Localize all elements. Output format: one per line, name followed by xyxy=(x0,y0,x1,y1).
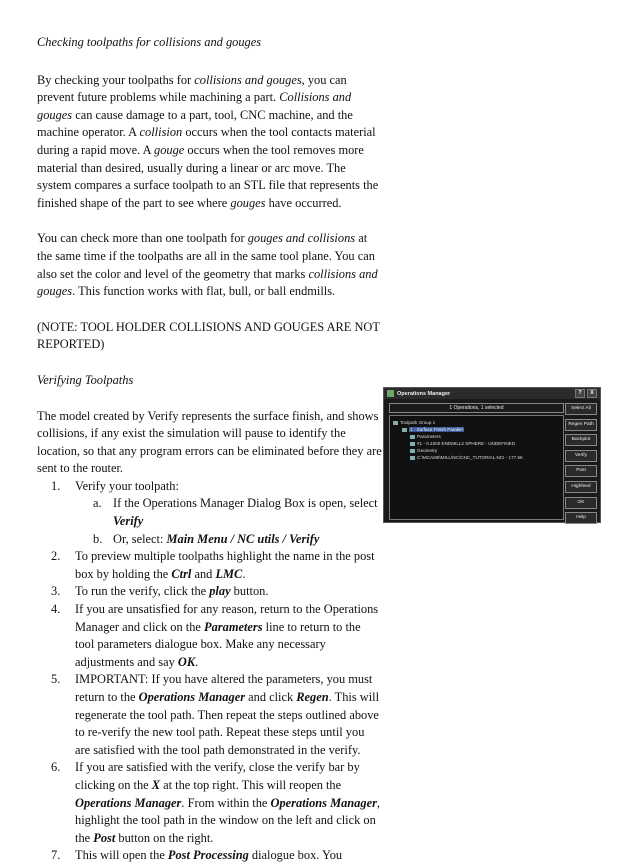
text: occurs when the tool contacts material during a rapid move. A xyxy=(37,125,376,157)
tree-label: Toolpath Group 1 xyxy=(400,420,436,425)
operations-manager-screenshot xyxy=(383,387,601,523)
close-icon[interactable]: X xyxy=(587,389,597,398)
sub-list xyxy=(37,495,382,548)
paragraph-collisions-intro xyxy=(37,72,382,213)
text: button. xyxy=(230,584,269,599)
list-letter: a. xyxy=(93,496,102,511)
emphasis: LMC xyxy=(215,566,243,581)
emphasis: OK xyxy=(177,654,196,669)
paragraph-multiple-toolpaths xyxy=(37,230,382,300)
help-icon[interactable]: ? xyxy=(575,389,585,398)
text: . xyxy=(195,654,199,669)
emphasis: Main Menu / NC utils / Verify xyxy=(166,531,320,546)
tree-item-geometry[interactable] xyxy=(410,448,437,454)
text: If you are satisfied with the verify, close the verify bar by clicking on the xyxy=(75,760,360,792)
emphasis: gouges and collisions xyxy=(247,231,356,246)
list-number: 1. xyxy=(51,478,61,493)
emphasis: play xyxy=(209,584,231,599)
list-number: 6. xyxy=(51,760,61,775)
emphasis: Operations Manager xyxy=(270,795,377,810)
emphasis: Collisions and gouges xyxy=(37,90,352,122)
file-icon xyxy=(410,456,415,460)
tree-label: Parameters xyxy=(417,434,441,439)
folder-icon xyxy=(402,428,407,432)
steps-list xyxy=(37,478,382,865)
window-title: Operations Manager xyxy=(397,390,451,397)
operations-tree[interactable] xyxy=(389,415,564,520)
list-item xyxy=(37,583,382,601)
text: By checking your toolpaths for xyxy=(37,72,195,87)
tree-item-nci-file[interactable] xyxy=(410,455,523,461)
text: To preview multiple toolpaths highlight the name in the post box by holding the xyxy=(75,549,375,581)
regen-path-button[interactable]: Regen Path xyxy=(565,419,597,431)
section-heading-verifying: Verifying Toolpaths xyxy=(37,372,134,387)
text: button on the right. xyxy=(115,830,214,845)
text: To run the verify, click the xyxy=(75,584,210,599)
sub-list-item xyxy=(37,531,382,549)
tree-label: Geometry xyxy=(417,448,438,453)
tree-item-group[interactable] xyxy=(393,420,435,426)
list-number: 4. xyxy=(51,602,61,617)
text: Verify your toolpath: xyxy=(75,478,179,493)
text: , highlight the tool path in the window on the left and click on the xyxy=(75,795,381,845)
backplot-button[interactable]: Backplot xyxy=(565,434,597,446)
list-number: 2. xyxy=(51,549,61,564)
text: . This will regenerate the tool path. Then repeat the steps outlined above to re-verify the new tool path. Repeat these steps until you are satisfied with the tool path demonstrated in the verify. xyxy=(75,690,380,757)
text: have occurred. xyxy=(265,195,342,210)
verify-button[interactable]: Verify xyxy=(565,450,597,462)
emphasis: collisions and gouges xyxy=(194,72,302,87)
tree-label: #1 - 0.1500 ENDMILL2 SPHERE - UNDEFINED xyxy=(417,441,516,446)
text: Or, select: xyxy=(113,531,167,546)
text: This will open the xyxy=(75,848,168,863)
text: at the same time if the toolpaths are all in the same tool plane. You can also set the color and level of the geometry that marks xyxy=(37,231,375,281)
emphasis: Operations Manager xyxy=(138,690,246,704)
emphasis: collision xyxy=(139,125,183,140)
operations-buttons xyxy=(565,403,597,528)
list-item xyxy=(37,671,382,759)
text: . From within the xyxy=(181,795,271,810)
tree-item-operation[interactable] xyxy=(402,427,464,433)
text: can cause damage to a part, tool, CNC machine, and the machine operator. A xyxy=(37,107,353,140)
text: If you are unsatisfied for any reason, return to the Operations Manager and click on the xyxy=(75,602,379,634)
list-item xyxy=(37,601,382,671)
emphasis: Parameters xyxy=(204,619,263,634)
tree-item-tool[interactable] xyxy=(410,441,515,447)
operations-status: 1 Operations, 1 selected xyxy=(389,403,564,413)
text: and xyxy=(191,566,216,581)
tool-icon xyxy=(410,442,415,446)
select-all-button[interactable]: Select All xyxy=(565,403,597,415)
list-item xyxy=(37,478,382,548)
geometry-icon xyxy=(410,449,415,453)
section-heading-collisions: Checking toolpaths for collisions and gouges xyxy=(37,35,262,49)
parameters-icon xyxy=(410,435,415,439)
emphasis: Verify xyxy=(113,514,144,529)
sub-list-item xyxy=(37,495,382,530)
emphasis: gouges xyxy=(230,195,266,210)
emphasis: Ctrl xyxy=(171,566,192,581)
list-number: 3. xyxy=(51,584,61,599)
post-button[interactable]: Post xyxy=(565,465,597,477)
text: at the top right. This will reopen the xyxy=(160,777,342,792)
text: You can check more than one toolpath for xyxy=(37,231,248,246)
document-body xyxy=(37,34,382,865)
list-number: 7. xyxy=(51,848,61,863)
emphasis: gouge xyxy=(154,142,185,157)
emphasis: X xyxy=(151,777,160,792)
text: , you can prevent future problems while machining a part. xyxy=(37,72,347,105)
help-button[interactable]: Help xyxy=(565,512,597,524)
text: line to return to the tool parameters dialogue box. Make any necessary adjustments and say xyxy=(75,619,361,669)
emphasis: Operations Manager xyxy=(75,795,182,810)
paragraph-note: (NOTE: TOOL HOLDER COLLISIONS AND GOUGES ARE NOT REPORTED) xyxy=(37,319,380,352)
tree-item-parameters[interactable] xyxy=(410,434,441,440)
text: dialogue box. You xyxy=(248,848,343,863)
highfeed-button[interactable]: Highfeed xyxy=(565,481,597,493)
emphasis: collisions and gouges xyxy=(37,266,378,299)
text: occurs when the tool removes more material than desired, usually during a linear or arc move. The system compares a surface toolpath to an STL file that represents the finished shape of the part to see where xyxy=(37,142,379,210)
text: IMPORTANT: If you have altered the parameters, you must return to the xyxy=(75,672,373,704)
text: If the Operations Manager Dialog Box is open, select xyxy=(113,496,378,511)
ok-button[interactable]: OK xyxy=(565,497,597,509)
list-number: 5. xyxy=(51,672,61,687)
paragraph-verify-intro: The model created by Verify represents the surface finish, and shows collisions, if any exist the simulation will pause to identify the location, so that any program errors can be eliminated before they are sent to the router. xyxy=(37,408,382,476)
list-item xyxy=(37,759,382,847)
app-icon xyxy=(387,390,394,397)
text: . xyxy=(242,566,246,581)
emphasis: Post Processing xyxy=(167,848,249,863)
folder-icon xyxy=(393,421,398,425)
tree-label: 1 - Surface Finish Parallel xyxy=(410,427,463,432)
text: and click xyxy=(245,690,297,704)
emphasis: Post xyxy=(93,830,116,845)
emphasis: Regen xyxy=(296,690,329,704)
list-item xyxy=(37,847,382,865)
text: . This function works with flat, bull, or ball endmills. xyxy=(72,284,336,299)
list-item xyxy=(37,548,382,583)
tree-label: C:\MCAM9\MILL\NC\CNC_TUTORIAL.NCI - 177.5K xyxy=(417,455,524,460)
list-letter: b. xyxy=(93,531,103,546)
window-titlebar xyxy=(384,388,600,399)
